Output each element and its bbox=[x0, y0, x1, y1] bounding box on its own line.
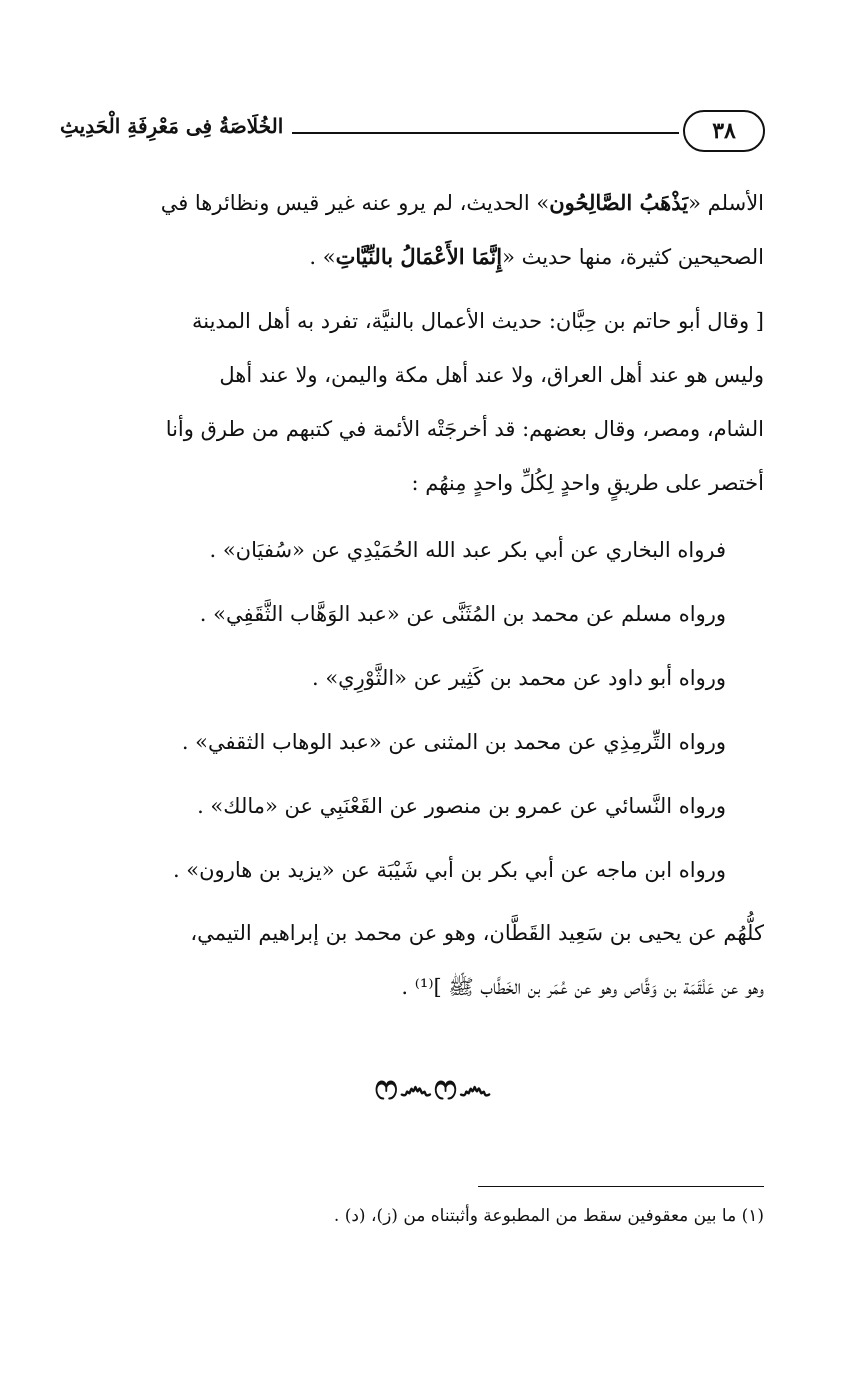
footnote: (١) ما بين معقوفين سقط من المطبوعة وأثبتناه من (ز)، (د) . bbox=[333, 1206, 764, 1226]
paragraph-2 bbox=[62, 294, 764, 510]
paragraph-2-line-3: الشام، ومصر، وقال بعضهم: قد أخرجَتْه الأئمة في كتبهم من طرق وأنا bbox=[165, 417, 764, 441]
chain-abu-dawud: ورواه أبو داود عن محمد بن كَثِير عن «الثَّوْرِي» . bbox=[311, 666, 726, 690]
paragraph-1-line-1 bbox=[62, 176, 764, 230]
text-run: الأسلم « bbox=[688, 191, 764, 215]
narration-chains bbox=[62, 518, 764, 902]
chain-ibn-majah: ورواه ابن ماجه عن أبي بكر بن أبي شَيْبَة عن «يزيد بن هارون» . bbox=[172, 858, 726, 882]
chain-bukhari: فرواه البخاري عن أبي بكر عبد الله الحُمَيْدِي عن «سُفيَان» . bbox=[209, 538, 726, 562]
text-run: » الحديث، لم يرو عنه غير قيس ونظائرها في bbox=[160, 191, 550, 215]
paragraph-1 bbox=[62, 176, 764, 284]
hadith-quote: إِنَّمَا الأَعْمَالُ بالنِّيَّاتِ bbox=[335, 244, 503, 269]
section-ornament: ෆ෴ෆ෴ bbox=[374, 1068, 494, 1108]
page-number bbox=[683, 110, 765, 152]
text-run: الصحيحين كثيرة، منها حديث « bbox=[502, 245, 764, 269]
page-header bbox=[60, 110, 765, 154]
header-rule bbox=[292, 132, 679, 134]
running-title: الخُلَاصَةُ فِى مَعْرِفَةِ الْحَدِيثِ bbox=[60, 114, 284, 138]
paragraph-2-line-1: [ وقال أبو حاتم بن حِبَّان: حديث الأعمال بالنيَّة، تفرد به أهل المدينة bbox=[191, 309, 764, 333]
paragraph-2-line-4: أختصر على طريقٍ واحدٍ لِكُلِّ واحدٍ مِنهُم : bbox=[411, 471, 764, 495]
text-run: » . bbox=[309, 245, 336, 269]
chain-muslim: ورواه مسلم عن محمد بن المُثَنَّى عن «عبد الوَهَّاب الثَّقَفِي» . bbox=[199, 602, 726, 626]
main-text bbox=[62, 176, 764, 1014]
footnote-rule bbox=[478, 1186, 764, 1187]
paragraph-3 bbox=[62, 906, 764, 1014]
chain-nasai: ورواه النَّسائي عن عمرو بن منصور عن القَعْنَبِي عن «مالك» . bbox=[197, 794, 726, 818]
paragraph-2-line-2: وليس هو عند أهل العراق، ولا عند أهل مكة واليمن، ولا عند أهل bbox=[219, 363, 764, 387]
paragraph-1-line-2 bbox=[62, 230, 764, 284]
paragraph-3-line-1: كلُّهُم عن يحيى بن سَعِيد القَطَّان، وهو عن محمد بن إبراهيم التيمي، bbox=[190, 921, 764, 945]
hadith-quote: يَذْهَبُ الصَّالِحُون bbox=[549, 190, 689, 215]
page-number-text: ٣٨ bbox=[712, 118, 736, 144]
chain-tirmidhi: ورواه التِّرمِذِي عن محمد بن المثنى عن «عبد الوهاب الثقفي» . bbox=[181, 730, 726, 754]
paragraph-3-line-2: وهو عن عَلْقَمَة بن وَقَّاص وهو عن عُمَر بن الخَطَّاب ﷺ ]⁽¹⁾ . bbox=[401, 975, 764, 999]
